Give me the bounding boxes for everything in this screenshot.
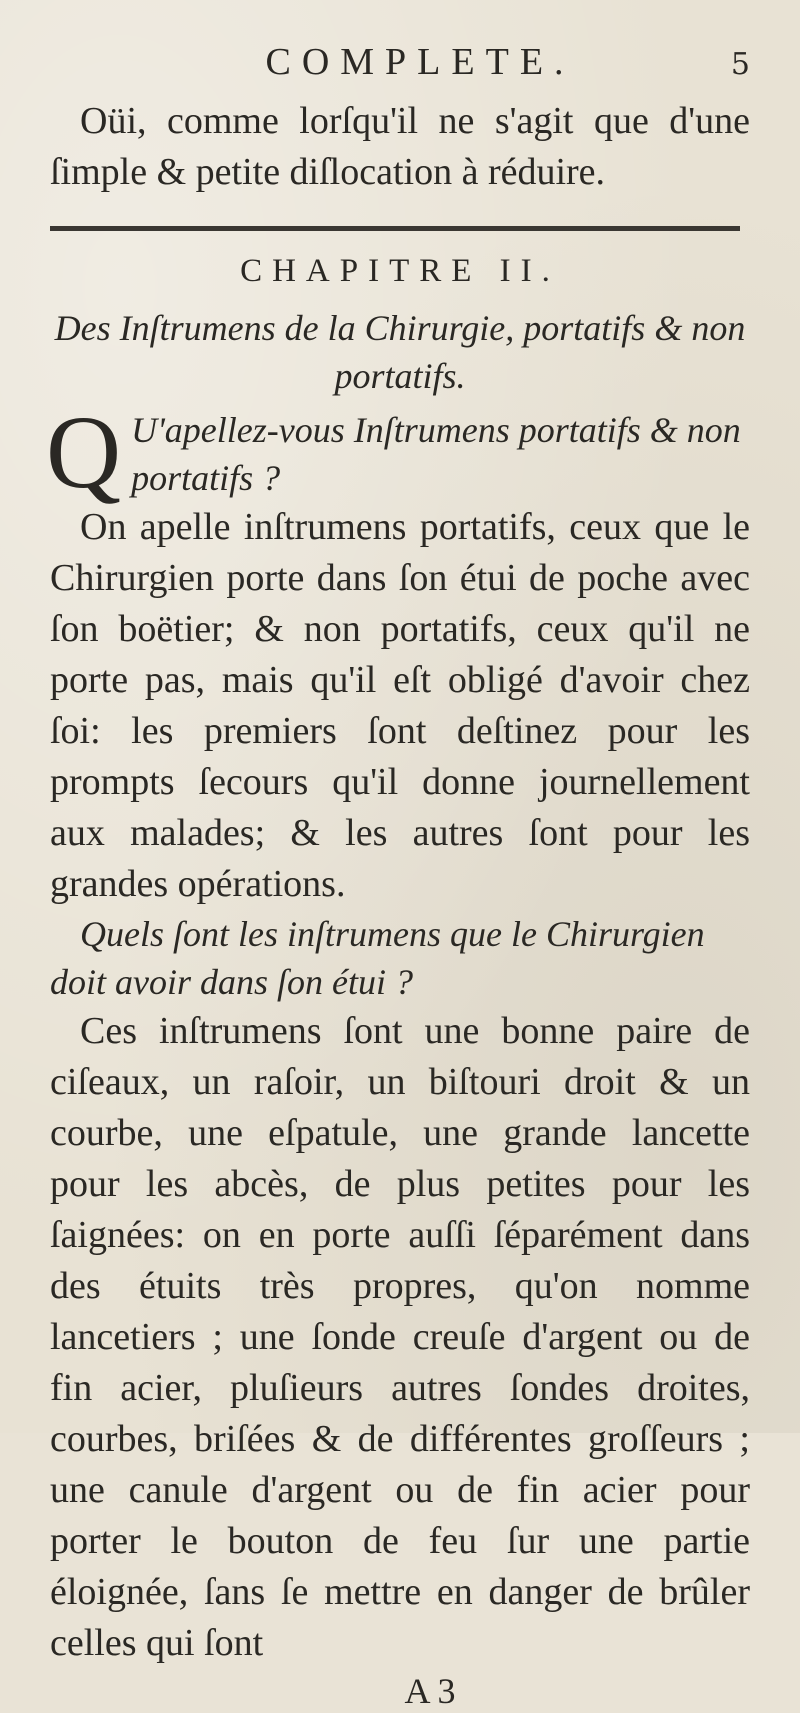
section-divider [50, 226, 740, 231]
answer-2: Ces inſtrumens ſont une bonne paire de ciſeaux, un raſoir, un biſtouri droit & un courbe, une eſpatule, une grande lancette pour les abcès, de plus petites pour les ſaignées: on en porte auſſi ſéparément dans des étuits très propres, qu'on nomme lancetiers ; une ſonde creuſe d'argent ou de fin acier, pluſieurs autres ſondes droites, courbes, briſées & de différentes groſſeurs ; une canule d'argent ou de fin acier pour porter le bouton de feu ſur une partie éloignée, ſans ſe mettre en danger de brûler celles qui ſont [50, 1010, 750, 1664]
page-signature: 5 [730, 47, 750, 82]
answer-1: On apelle inſtrumens portatifs, ceux que le Chirurgien porte dans ſon étui de poche avec ſon boëtier; & non portatifs, ceux qu'il ne porte pas, mais qu'il eſt obligé d'avoir chez ſoi: les premiers ſont deſtinez pour les prompts ſecours qu'il donne journellement aux malades; & les autres ſont pour les grandes opérations. [50, 506, 750, 905]
running-head [50, 40, 750, 96]
qa-block-2 [50, 910, 750, 1669]
chapter-subtitle: Des Inſtrumens de la Chirurgie, portatifs & non portatifs. [54, 308, 746, 396]
intro-paragraph: Oüi, comme lorſqu'il ne s'agit que d'une ſimple & petite diſlocation à réduire. [50, 100, 750, 193]
chapter-heading: CHAPITRE II. [240, 253, 560, 289]
question-1 [46, 395, 750, 510]
catchword: A 3 [404, 1671, 456, 1711]
qa-block-1 [46, 395, 750, 910]
question-1-text: U'apellez-vous Inſtrumens portatifs & non portatifs ? [131, 410, 741, 498]
drop-cap: Q [46, 395, 122, 510]
running-title: COMPLETE. [265, 41, 575, 83]
question-2: Quels ſont les inſtrumens que le Chirurgien doit avoir dans ſon étui ? [50, 914, 705, 1002]
